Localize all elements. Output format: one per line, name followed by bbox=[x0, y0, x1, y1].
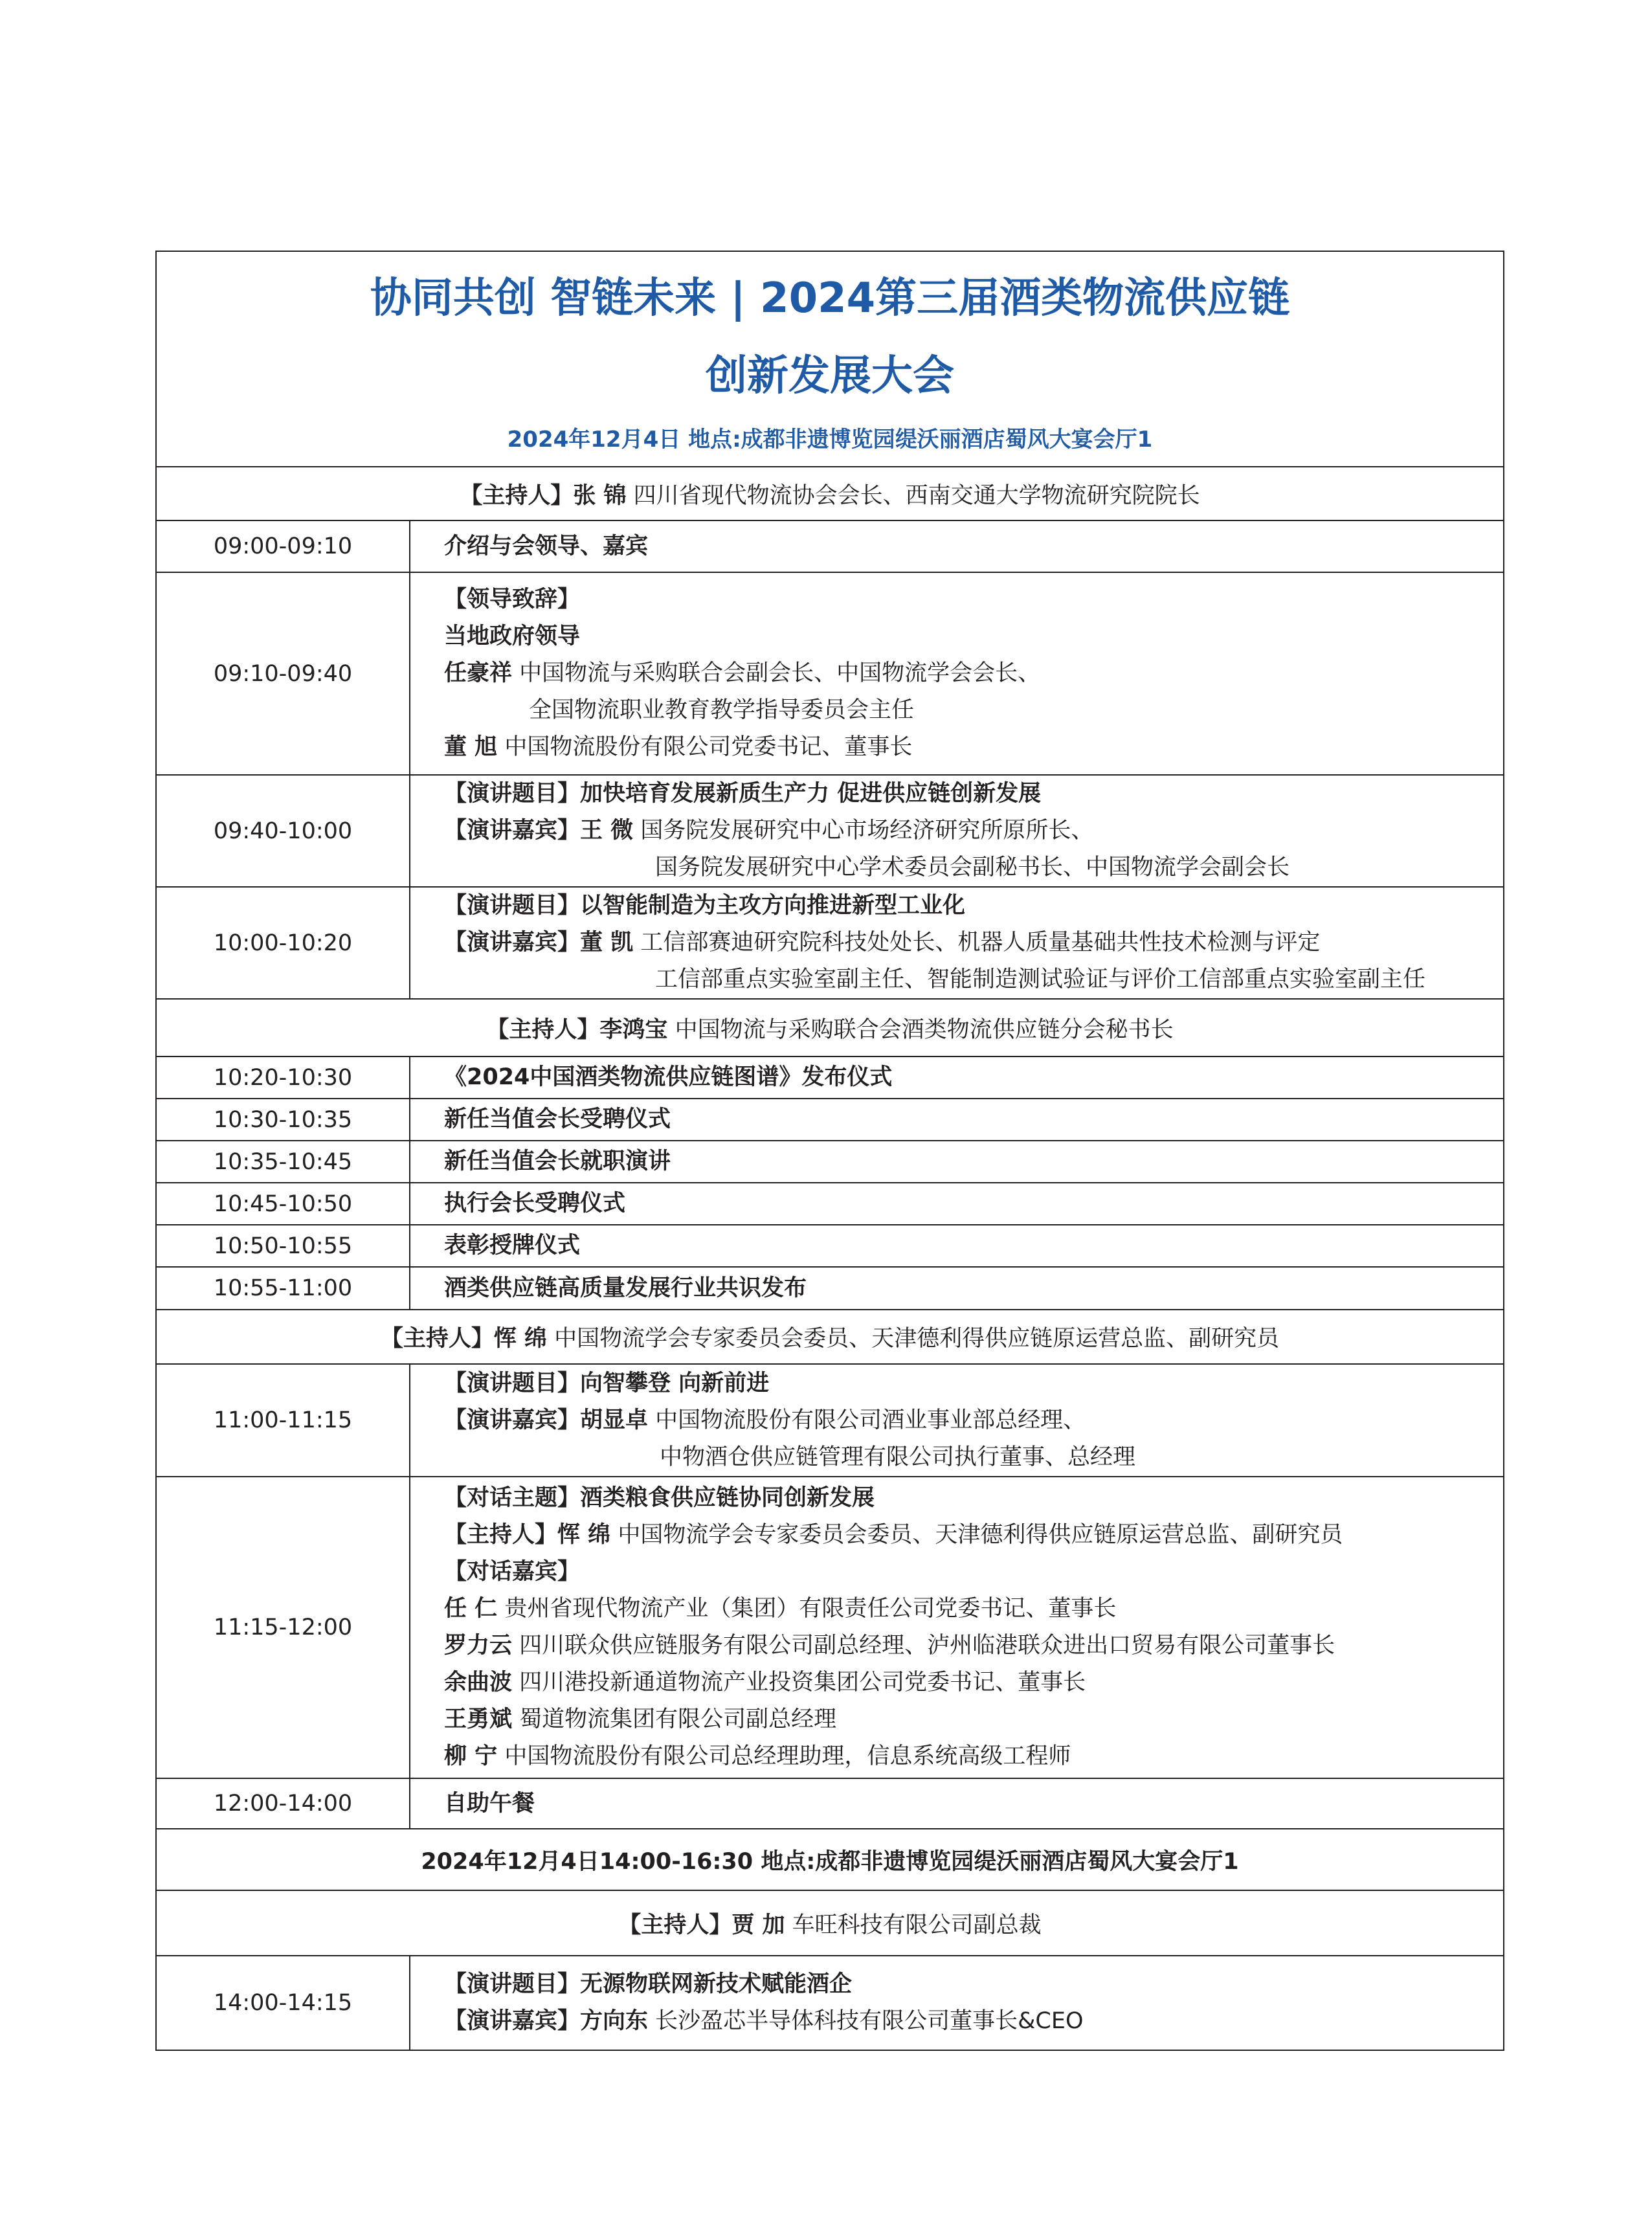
line-label: 新任当值会长就职演讲 bbox=[444, 1148, 671, 1174]
session-line bbox=[444, 1627, 1503, 1664]
line-text: 国务院发展研究中心学术委员会副秘书长、中国物流学会副会长 bbox=[655, 855, 1290, 880]
session-row bbox=[156, 1225, 1504, 1267]
session-line bbox=[444, 1785, 1503, 1822]
session-content bbox=[410, 1778, 1504, 1829]
session-line bbox=[444, 1227, 1503, 1264]
session-time: 10:55-11:00 bbox=[156, 1267, 410, 1310]
session-content bbox=[410, 887, 1504, 999]
line-text: 中物酒仓供应链管理有限公司执行董事、总经理 bbox=[660, 1444, 1136, 1470]
session-time: 10:45-10:50 bbox=[156, 1183, 410, 1225]
line-text: 中国物流股份有限公司党委书记、董事长 bbox=[497, 734, 913, 760]
session-row bbox=[156, 1141, 1504, 1183]
afternoon-date-location: 2024年12月4日14:00-16:30 地点:成都非遗博览园缇沃丽酒店蜀风大宴会厅1 bbox=[156, 1829, 1504, 1890]
line-label: 【对话主题】酒类粮食供应链协同创新发展 bbox=[444, 1485, 875, 1511]
session-row bbox=[156, 520, 1504, 572]
session-content bbox=[410, 1099, 1504, 1141]
line-label: 柳 宁 bbox=[444, 1743, 498, 1769]
session-line bbox=[444, 1664, 1503, 1701]
session-time: 09:00-09:10 bbox=[156, 520, 410, 572]
line-text: 国务院发展研究中心市场经济研究所原所长、 bbox=[633, 818, 1094, 844]
line-label: 新任当值会长受聘仪式 bbox=[444, 1106, 671, 1132]
host-row bbox=[156, 1310, 1504, 1364]
line-label: 执行会长受聘仪式 bbox=[444, 1191, 626, 1216]
line-label: 董 旭 bbox=[444, 734, 498, 760]
session-line bbox=[444, 1185, 1503, 1222]
afternoon-header-row bbox=[156, 1829, 1504, 1890]
session-line bbox=[444, 1270, 1503, 1307]
session-time: 11:15-12:00 bbox=[156, 1477, 410, 1778]
session-line bbox=[444, 1059, 1503, 1096]
session-content bbox=[410, 520, 1504, 572]
header-cell bbox=[156, 251, 1504, 467]
host-row bbox=[156, 1890, 1504, 1956]
session-line bbox=[444, 1101, 1503, 1138]
line-label: 自助午餐 bbox=[444, 1790, 535, 1817]
session-time: 09:40-10:00 bbox=[156, 775, 410, 887]
session-line bbox=[444, 1738, 1503, 1775]
session-content bbox=[410, 1364, 1504, 1477]
session-line bbox=[444, 924, 1503, 961]
host-row bbox=[156, 467, 1504, 520]
session-row bbox=[156, 1956, 1504, 2050]
session-row bbox=[156, 1477, 1504, 1778]
session-line bbox=[444, 776, 1503, 812]
session-line bbox=[444, 1591, 1503, 1627]
session-row bbox=[156, 775, 1504, 887]
host-desc: 中国物流与采购联合会酒类物流供应链分会秘书长 bbox=[667, 1016, 1174, 1043]
session-line bbox=[444, 1517, 1503, 1554]
session-content bbox=[410, 1183, 1504, 1225]
line-label: 【主持人】恽 绵 bbox=[444, 1522, 611, 1548]
line-label: 【演讲题目】向智攀登 向新前进 bbox=[444, 1370, 770, 1396]
session-line bbox=[444, 729, 1503, 766]
session-time: 10:35-10:45 bbox=[156, 1141, 410, 1183]
session-line bbox=[444, 1143, 1503, 1180]
session-line bbox=[444, 581, 1503, 618]
line-text: 全国物流职业教育教学指导委员会主任 bbox=[529, 697, 915, 723]
host-desc: 中国物流学会专家委员会委员、天津德利得供应链原运营总监、副研究员 bbox=[547, 1326, 1280, 1352]
session-line bbox=[444, 1966, 1503, 2003]
session-time: 10:20-10:30 bbox=[156, 1057, 410, 1099]
session-line bbox=[444, 528, 1503, 565]
line-label: 《2024中国酒类物流供应链图谱》发布仪式 bbox=[444, 1064, 893, 1090]
line-label: 王勇斌 bbox=[444, 1706, 513, 1732]
host-cell bbox=[156, 1890, 1504, 1956]
agenda-table bbox=[155, 251, 1504, 2051]
line-label: 【演讲嘉宾】方向东 bbox=[444, 2008, 649, 2034]
host-desc: 车旺科技有限公司副总裁 bbox=[785, 1912, 1042, 1938]
session-row bbox=[156, 1364, 1504, 1477]
session-line bbox=[444, 1365, 1503, 1402]
session-time: 10:50-10:55 bbox=[156, 1225, 410, 1267]
host-desc: 四川省现代物流协会会长、西南交通大学物流研究院院长 bbox=[626, 482, 1200, 509]
session-line bbox=[444, 1439, 1503, 1476]
line-label: 【演讲嘉宾】胡显卓 bbox=[444, 1407, 649, 1433]
session-content bbox=[410, 1477, 1504, 1778]
line-label: 酒类供应链高质量发展行业共识发布 bbox=[444, 1275, 807, 1301]
line-label: 当地政府领导 bbox=[444, 623, 581, 649]
host-cell bbox=[156, 1310, 1504, 1364]
session-line bbox=[444, 618, 1503, 655]
host-row bbox=[156, 999, 1504, 1057]
session-line bbox=[444, 692, 1503, 729]
line-text: 长沙盈芯半导体科技有限公司董事长&CEO bbox=[648, 2008, 1084, 2034]
header-row bbox=[156, 251, 1504, 467]
session-line bbox=[444, 1480, 1503, 1517]
line-text: 四川港投新通道物流产业投资集团公司党委书记、董事长 bbox=[512, 1670, 1086, 1695]
session-row bbox=[156, 1099, 1504, 1141]
line-text: 蜀道物流集团有限公司副总经理 bbox=[512, 1706, 837, 1732]
event-date-location: 2024年12月4日 地点:成都非遗博览园缇沃丽酒店蜀风大宴会厅1 bbox=[507, 426, 1153, 453]
line-label: 罗力云 bbox=[444, 1633, 513, 1659]
line-label: 【对话嘉宾】 bbox=[444, 1559, 581, 1585]
session-content bbox=[410, 1141, 1504, 1183]
line-text: 贵州省现代物流产业（集团）有限责任公司党委书记、董事长 bbox=[497, 1596, 1117, 1622]
session-line bbox=[444, 1554, 1503, 1591]
session-row bbox=[156, 887, 1504, 999]
session-line bbox=[444, 1701, 1503, 1738]
line-label: 【演讲题目】加快培育发展新质生产力 促进供应链创新发展 bbox=[444, 781, 1042, 807]
line-text: 中国物流学会专家委员会委员、天津德利得供应链原运营总监、副研究员 bbox=[610, 1522, 1343, 1548]
session-line bbox=[444, 961, 1503, 998]
session-row bbox=[156, 572, 1504, 775]
line-text: 中国物流与采购联合会副会长、中国物流学会会长、 bbox=[512, 660, 1041, 686]
line-label: 【演讲题目】以智能制造为主攻方向推进新型工业化 bbox=[444, 893, 966, 919]
session-row bbox=[156, 1057, 1504, 1099]
session-time: 11:00-11:15 bbox=[156, 1364, 410, 1477]
session-time: 09:10-09:40 bbox=[156, 572, 410, 775]
session-line bbox=[444, 655, 1503, 692]
session-content bbox=[410, 775, 1504, 887]
line-label: 任 仁 bbox=[444, 1596, 498, 1622]
session-content bbox=[410, 1267, 1504, 1310]
line-text: 四川联众供应链服务有限公司副总经理、泸州临港联众进出口贸易有限公司董事长 bbox=[512, 1633, 1335, 1659]
session-line bbox=[444, 1402, 1503, 1439]
line-label: 【领导致辞】 bbox=[444, 587, 581, 612]
host-label: 【主持人】张 锦 bbox=[460, 482, 627, 509]
line-label: 任豪祥 bbox=[444, 660, 513, 686]
session-line bbox=[444, 888, 1503, 924]
session-content bbox=[410, 1956, 1504, 2050]
session-time: 10:30-10:35 bbox=[156, 1099, 410, 1141]
session-content bbox=[410, 1225, 1504, 1267]
session-line bbox=[444, 849, 1503, 886]
session-content bbox=[410, 1057, 1504, 1099]
host-cell bbox=[156, 999, 1504, 1057]
session-line bbox=[444, 2003, 1503, 2040]
host-label: 【主持人】恽 绵 bbox=[380, 1326, 548, 1352]
session-row bbox=[156, 1267, 1504, 1310]
line-text: 工信部赛迪研究院科技处处长、机器人质量基础共性技术检测与评定 bbox=[633, 930, 1321, 956]
line-label: 【演讲嘉宾】王 微 bbox=[444, 818, 634, 844]
line-label: 表彰授牌仪式 bbox=[444, 1233, 581, 1258]
line-text: 工信部重点实验室副主任、智能制造测试验证与评价工信部重点实验室副主任 bbox=[655, 967, 1426, 992]
session-time: 12:00-14:00 bbox=[156, 1778, 410, 1829]
session-time: 10:00-10:20 bbox=[156, 887, 410, 999]
session-time: 14:00-14:15 bbox=[156, 1956, 410, 2050]
page-title-line2: 创新发展大会 bbox=[706, 352, 954, 400]
line-label: 余曲波 bbox=[444, 1670, 513, 1695]
line-text: 中国物流股份有限公司总经理助理，信息系统高级工程师 bbox=[497, 1743, 1071, 1769]
line-text: 中国物流股份有限公司酒业事业部总经理、 bbox=[648, 1407, 1086, 1433]
line-label: 【演讲题目】无源物联网新技术赋能酒企 bbox=[444, 1971, 853, 1997]
host-cell bbox=[156, 467, 1504, 520]
page-title: 协同共创 智链未来 | 2024第三届酒类物流供应链 bbox=[370, 274, 1290, 322]
session-content bbox=[410, 572, 1504, 775]
host-label: 【主持人】李鸿宝 bbox=[486, 1016, 668, 1043]
session-line bbox=[444, 812, 1503, 849]
host-label: 【主持人】贾 加 bbox=[618, 1912, 785, 1938]
session-row bbox=[156, 1778, 1504, 1829]
line-label: 介绍与会领导、嘉宾 bbox=[444, 533, 649, 559]
session-row bbox=[156, 1183, 1504, 1225]
line-label: 【演讲嘉宾】董 凯 bbox=[444, 930, 634, 956]
